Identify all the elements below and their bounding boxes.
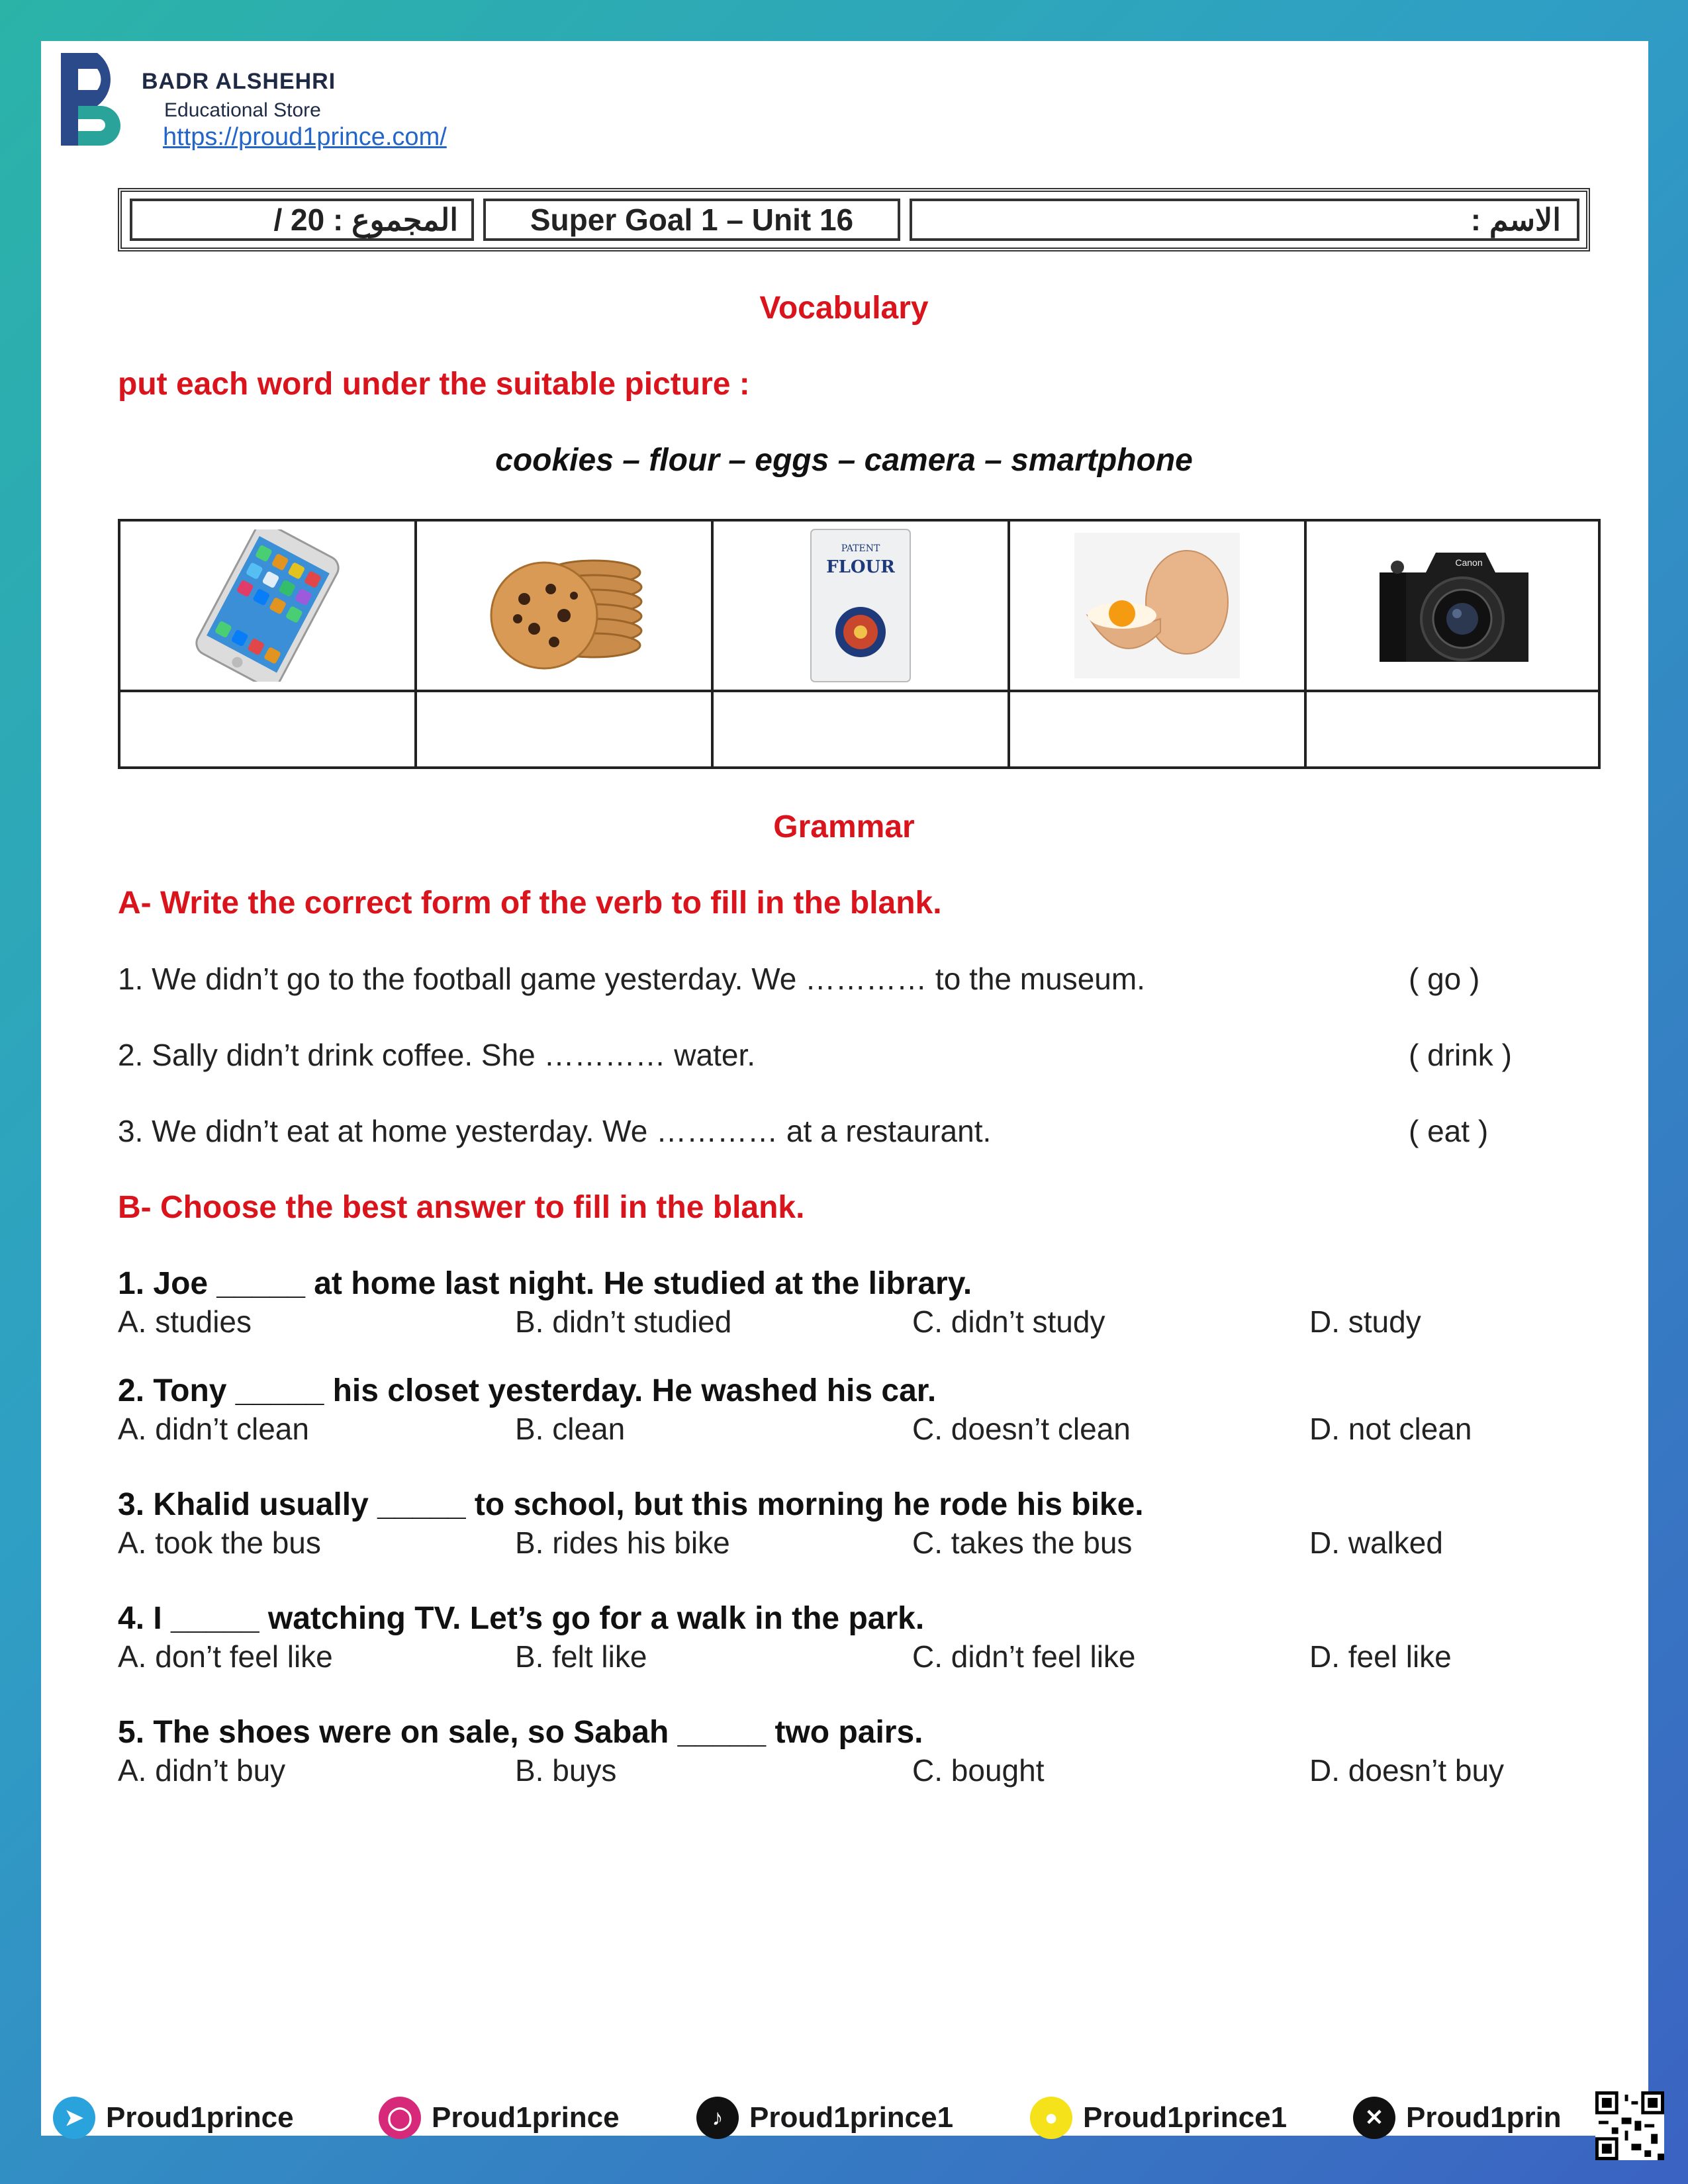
part-a-hint-1: ( go ) [1409,962,1480,996]
flour-bag-image [808,526,914,685]
footer-tiktok[interactable] [696,2097,953,2139]
part-b-instruction: B- Choose the best answer to fill in the blank. [118,1190,805,1225]
part-b-question-2: 2. Tony _____ his closet yesterday. He washed his car. [118,1373,937,1408]
option-4a[interactable]: A. don’t feel like [118,1639,333,1674]
option-2c[interactable]: C. doesn’t clean [912,1412,1131,1446]
part-a-question-1: 1. We didn’t go to the football game yesterday. We ………… to the museum. [118,962,1145,996]
option-4d[interactable]: D. feel like [1309,1639,1452,1674]
svg-text:FLOUR: FLOUR [826,557,895,577]
camera-image [1363,533,1542,678]
option-4c[interactable]: C. didn’t feel like [912,1639,1136,1674]
brand-subtitle: Educational Store [164,99,321,121]
snapchat-icon: ● [1030,2097,1072,2139]
option-3a[interactable]: A. took the bus [118,1525,321,1560]
option-2b[interactable]: B. clean [515,1412,626,1446]
answer-cell-5[interactable] [1307,690,1598,766]
answer-cell-3[interactable] [714,690,1010,766]
svg-text:PATENT: PATENT [841,543,880,554]
qr-code-icon[interactable] [1595,2091,1664,2160]
option-5d[interactable]: D. doesn’t buy [1309,1753,1505,1788]
name-field[interactable]: : الاسم [910,199,1579,241]
part-b-question-1: 1. Joe _____ at home last night. He studied at the library. [118,1266,972,1301]
answer-cell-2[interactable] [417,690,714,766]
picture-cell-flour [714,522,1010,690]
option-5a[interactable]: A. didn’t buy [118,1753,286,1788]
option-4b[interactable]: B. felt like [515,1639,647,1674]
part-a-question-2: 2. Sally didn’t drink coffee. She ………… water. [118,1038,756,1072]
cookies-image [478,533,650,678]
picture-cell-eggs [1010,522,1307,690]
option-5b[interactable]: B. buys [515,1753,617,1788]
tiktok-handle: Proud1prince1 [749,2101,954,2134]
grammar-heading: Grammar [773,809,915,844]
option-3c[interactable]: C. takes the bus [912,1525,1133,1560]
option-1d[interactable]: D. study [1309,1304,1421,1339]
part-a-instruction: A- Write the correct form of the verb to fill in the blank. [118,886,942,921]
vocabulary-table [118,519,1601,769]
worksheet-page [41,41,1648,2136]
footer-snapchat[interactable] [1030,2097,1287,2139]
footer-instagram[interactable] [379,2097,620,2139]
option-1b[interactable]: B. didn’t studied [515,1304,732,1339]
tiktok-icon: ♪ [696,2097,739,2139]
instagram-handle: Proud1prince [432,2101,620,2134]
brand-url-link[interactable]: https://proud1prince.com/ [163,123,447,151]
option-3b[interactable]: B. rides his bike [515,1525,730,1560]
instagram-icon: ◯ [379,2097,421,2139]
footer-telegram[interactable] [53,2097,294,2139]
footer-x[interactable] [1353,2097,1562,2139]
part-a-hint-3: ( eat ) [1409,1114,1489,1148]
option-1c[interactable]: C. didn’t study [912,1304,1105,1339]
brand-name: BADR ALSHEHRI [142,69,336,94]
part-b-question-5: 5. The shoes were on sale, so Sabah _____ two pairs. [118,1715,923,1750]
picture-cell-cookies [417,522,714,690]
snapchat-handle: Proud1prince1 [1083,2101,1288,2134]
part-a-question-3: 3. We didn’t eat at home yesterday. We ………… at a restaurant. [118,1114,992,1148]
option-2d[interactable]: D. not clean [1309,1412,1472,1446]
eggs-image [1074,533,1240,678]
picture-cell-camera [1307,522,1598,690]
brand-logo [61,53,134,146]
telegram-handle: Proud1prince [106,2101,294,2134]
part-a-hint-2: ( drink ) [1409,1038,1512,1072]
option-5c[interactable]: C. bought [912,1753,1045,1788]
word-bank: cookies – flour – eggs – camera – smartphone [495,443,1193,478]
total-score-field: / 20 : المجموع [130,199,474,241]
part-b-question-4: 4. I _____ watching TV. Let’s go for a walk in the park. [118,1601,925,1636]
header-box [118,188,1590,251]
svg-text:Canon: Canon [1455,557,1483,568]
part-b-question-3: 3. Khalid usually _____ to school, but this morning he rode his bike. [118,1487,1144,1522]
option-3d[interactable]: D. walked [1309,1525,1443,1560]
vocabulary-heading: Vocabulary [759,291,929,326]
x-handle: Proud1prin [1406,2101,1562,2134]
answer-cell-1[interactable] [120,690,417,766]
telegram-icon: ➤ [53,2097,95,2139]
vocabulary-instruction: put each word under the suitable picture : [118,367,750,402]
x-icon: ✕ [1353,2097,1395,2139]
picture-cell-smartphone [120,522,417,690]
answer-cell-4[interactable] [1010,690,1307,766]
smartphone-image [168,529,367,682]
option-2a[interactable]: A. didn’t clean [118,1412,309,1446]
option-1a[interactable]: A. studies [118,1304,252,1339]
worksheet-title: Super Goal 1 – Unit 16 [483,199,900,241]
